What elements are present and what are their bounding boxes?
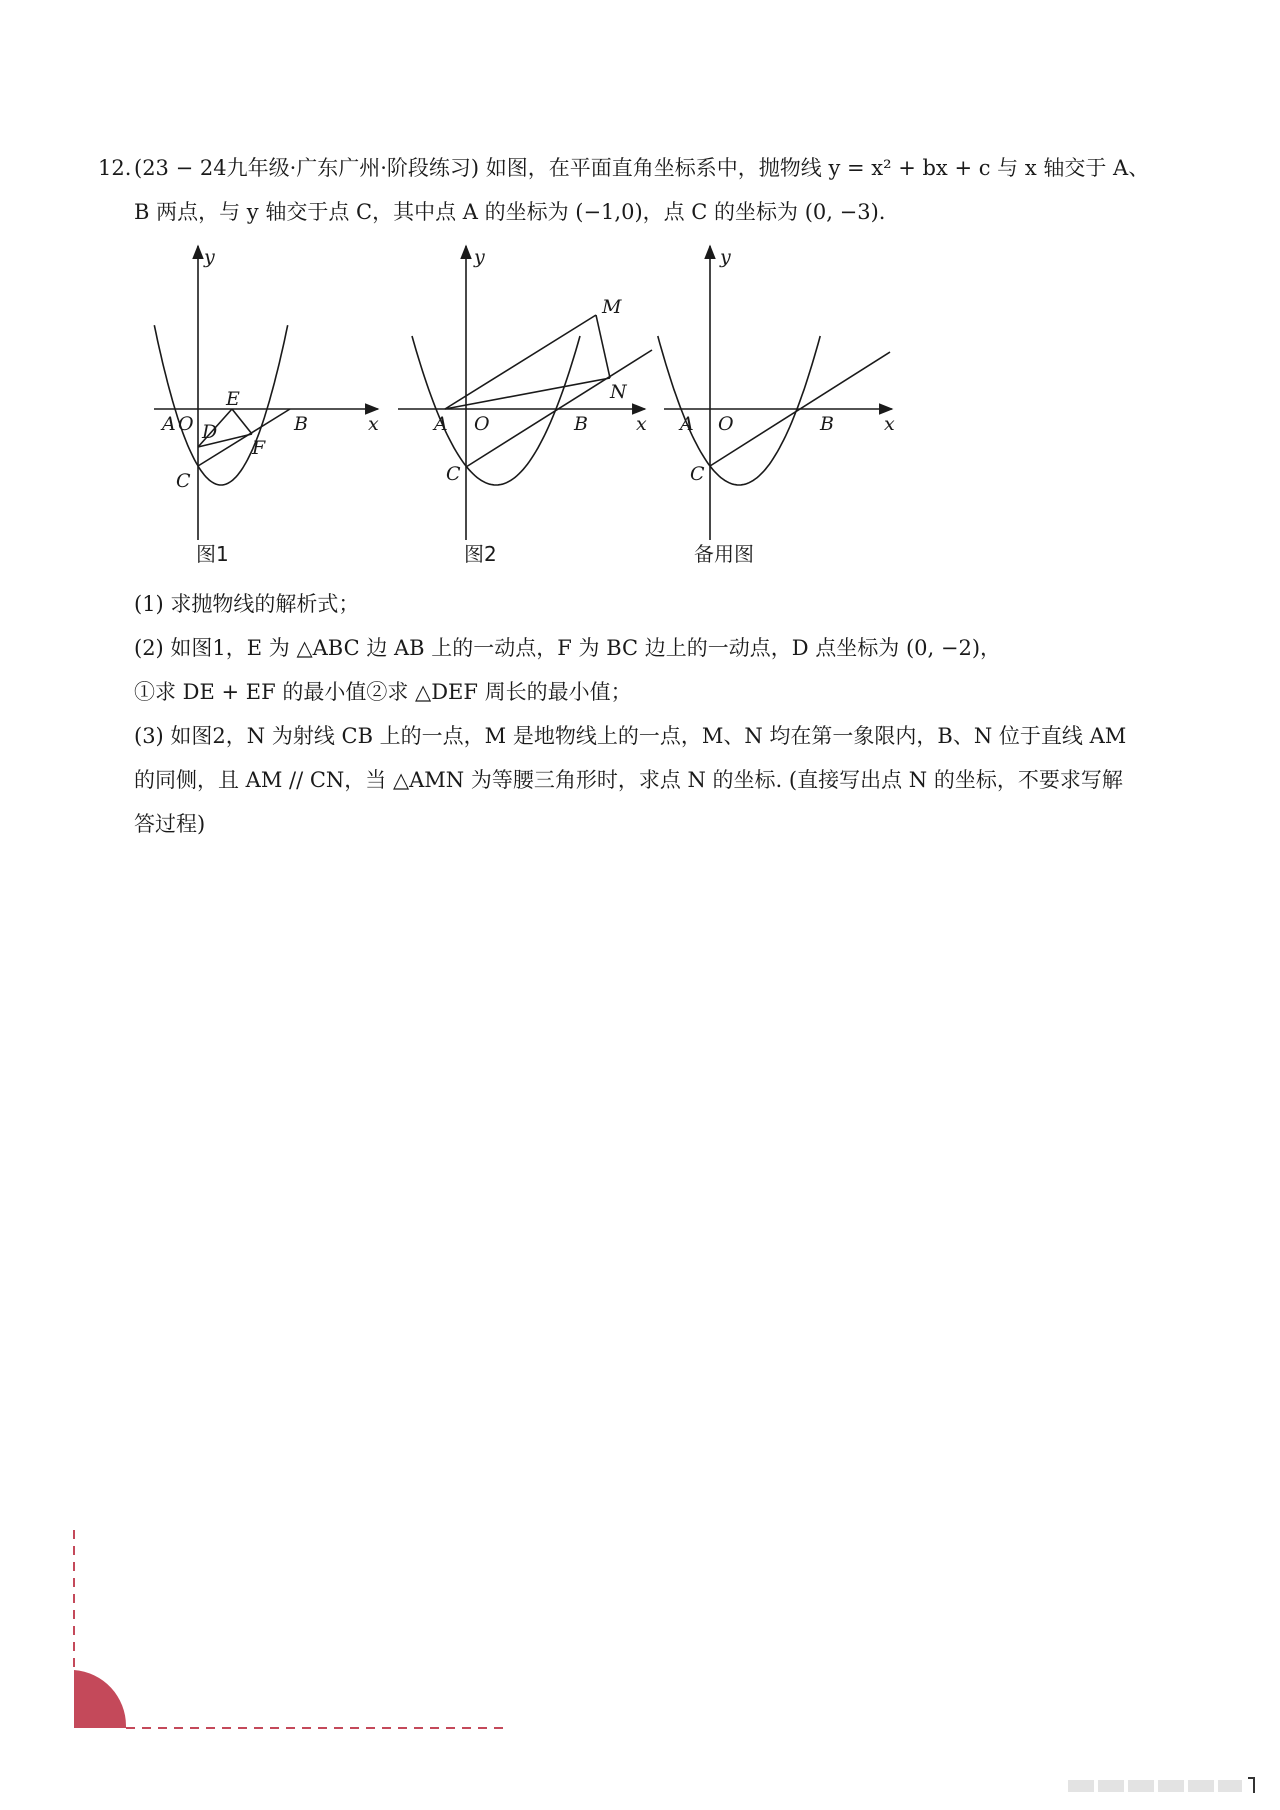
fig3-caption: 备用图: [694, 542, 754, 566]
questions: [134, 582, 1194, 846]
fig1-parabola: [154, 325, 287, 485]
question-3-line-1: (3) 如图2，N 为射线 CB 上的一点，M 是地物线上的一点，M、N 均在第一象限内，B、N 位于直线 AM: [134, 724, 1127, 748]
fig2-label-m: M: [602, 296, 622, 318]
fig2-line-mn: [596, 315, 610, 378]
fig2-caption: 图2: [464, 542, 497, 566]
figures-svg: [140, 240, 920, 540]
fig2-label-o: O: [474, 413, 490, 435]
figure-1: [154, 246, 378, 540]
fig3-label-o: O: [718, 413, 734, 435]
fig1-label-e: E: [226, 388, 240, 410]
fig3-parabola: [658, 336, 820, 485]
figures-row: [140, 240, 920, 570]
fig3-label-x: x: [884, 413, 895, 435]
fig1-label-b: B: [294, 413, 308, 435]
question-2-sub: ①求 DE + EF 的最小值②求 △DEF 周长的最小值；: [134, 680, 632, 704]
fig2-label-n: N: [610, 381, 627, 403]
fig3-label-c: C: [690, 463, 705, 485]
fig2-label-a: A: [434, 413, 448, 435]
fig1-label-d: D: [202, 421, 218, 443]
question-3-line-3: 答过程): [134, 812, 206, 836]
problem-line-1: [98, 146, 1198, 190]
fig2-label-y: y: [474, 246, 485, 268]
fig1-caption: 图1: [196, 542, 229, 566]
fig1-label-o: O: [178, 413, 194, 435]
fig3-label-b: B: [820, 413, 834, 435]
fig1-label-c: C: [176, 470, 191, 492]
figure-3: [658, 246, 892, 540]
fig1-label-y: y: [204, 246, 215, 268]
problem-text-1: (23 − 24九年级·广东广州·阶段练习) 如图，在平面直角坐标系中，抛物线 y = x² + bx + c 与 x 轴交于 A、: [134, 156, 1150, 180]
problem-statement: [98, 146, 1198, 234]
fig3-label-y: y: [720, 246, 731, 268]
fig1-label-f: F: [252, 437, 266, 459]
problem-line-2: B 两点，与 y 轴交于点 C，其中点 A 的坐标为 (−1,0)，点 C 的坐标为 (0, −3).: [134, 200, 886, 224]
fig2-label-b: B: [574, 413, 588, 435]
fig2-label-c: C: [446, 463, 461, 485]
question-2: (2) 如图1，E 为 △ABC 边 AB 上的一动点，F 为 BC 边上的一动点，D 点坐标为 (0, −2)，: [134, 636, 1002, 660]
fig1-label-x: x: [368, 413, 379, 435]
question-1: (1) 求抛物线的解析式；: [134, 592, 360, 616]
fig1-line-ef: [232, 409, 252, 434]
bottom-bar-decoration: [1068, 1776, 1258, 1796]
question-3-line-2: 的同侧，且 AM // CN，当 △AMN 为等腰三角形时，求点 N 的坐标. (直接写出点 N 的坐标，不要求写解: [134, 768, 1123, 792]
fig2-label-x: x: [636, 413, 647, 435]
page-number: 9: [104, 1660, 118, 1684]
fig1-label-a: A: [162, 413, 176, 435]
fig3-label-a: A: [680, 413, 694, 435]
problem-number: 12.: [98, 156, 132, 180]
page-corner-decoration: [70, 1530, 520, 1750]
